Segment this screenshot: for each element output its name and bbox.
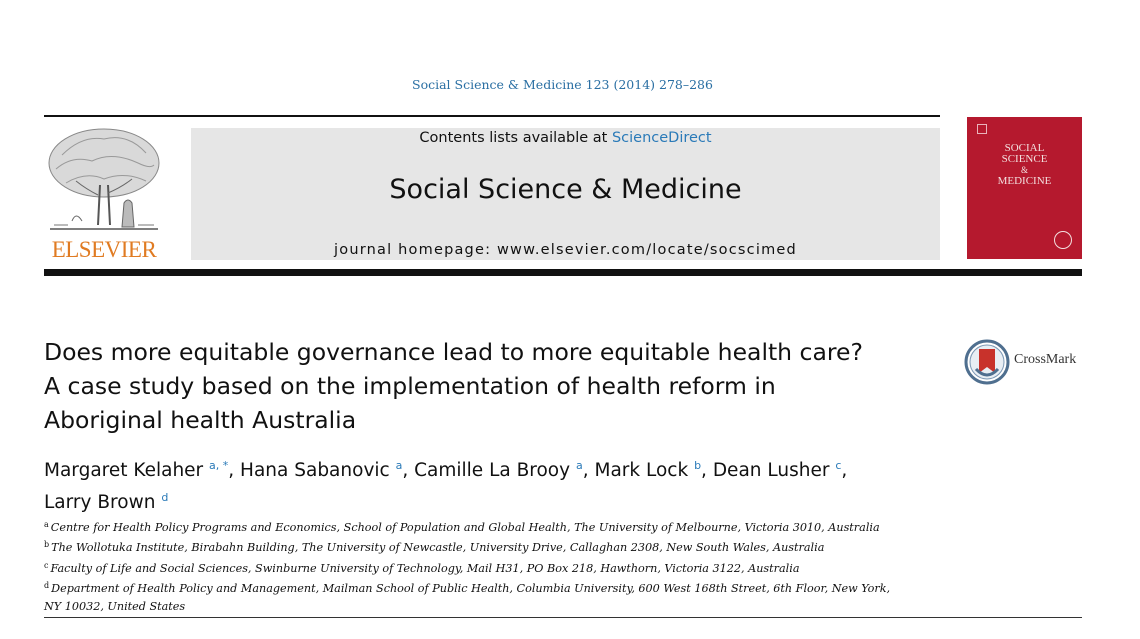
crossmark-icon [964, 339, 1010, 385]
journal-title: Social Science & Medicine [389, 174, 742, 205]
affiliation-text: The Wollotuka Institute, Birabahn Building, The University of Newcastle, University Drive, Callaghan 2308, New South Wales, Australia [51, 541, 825, 555]
title-line: Aboriginal health Australia [44, 406, 357, 434]
affiliation-mark[interactable]: a [575, 459, 583, 472]
cover-title-line: MEDICINE [997, 175, 1052, 187]
section-rule [44, 617, 1082, 618]
crossmark-label: CrossMark [1014, 352, 1077, 367]
article-title [44, 335, 944, 437]
author-list [44, 452, 944, 516]
affiliation-text: Department of Health Policy and Management, Mailman School of Public Health, Columbia University, 600 West 168th Street, 6th Floor, New York, [51, 582, 891, 596]
affiliation-label: b [44, 540, 50, 550]
crossmark-button[interactable] [964, 337, 1084, 387]
title-line: Does more equitable governance lead to more equitable health care? [44, 338, 863, 366]
affiliation [44, 516, 944, 536]
affiliation-mark[interactable]: d [161, 491, 169, 504]
cover-seal-icon [1054, 231, 1072, 249]
elsevier-logo [42, 125, 166, 263]
header-top-rule [44, 115, 940, 117]
affiliation-label: a [44, 520, 49, 529]
affiliation [44, 577, 944, 597]
affiliation-text: Centre for Health Policy Programs and Economics, School of Population and Global Health, The University of Melbourne, Victoria 3010, Australia [50, 521, 880, 534]
author-name[interactable]: Camille La Brooy [414, 460, 571, 481]
author-line [44, 484, 944, 516]
journal-masthead [191, 128, 940, 260]
title-line: A case study based on the implementation of health reform in [44, 372, 776, 400]
cover-title-line: & [1020, 165, 1028, 175]
journal-citation[interactable]: Social Science & Medicine 123 (2014) 278–286 [412, 77, 713, 92]
affiliation-list [44, 516, 944, 615]
elsevier-wordmark: ELSEVIER [51, 237, 157, 262]
sciencedirect-link[interactable]: ScienceDirect [611, 130, 712, 146]
cover-corner-mark [977, 124, 987, 134]
author-line: Margaret Kelaher $^{a, *}$, Hana Sabanovic $^a$, Camille La Brooy $^a$, Mark Lock $^b$, Dean Lusher $^c$, [44, 459, 848, 481]
author-name[interactable]: Dean Lusher [712, 460, 830, 481]
author-name[interactable]: Margaret Kelaher [44, 460, 204, 481]
cover-title [967, 143, 1082, 187]
affiliation-label: d [44, 581, 50, 591]
affiliation-mark[interactable]: c [835, 459, 842, 472]
affiliation-text: Faculty of Life and Social Sciences, Swinburne University of Technology, Mail H31, PO Box 218, Hawthorn, Victoria 3122, Australia [50, 561, 800, 575]
tree-logo-icon [42, 125, 166, 237]
author-name[interactable]: Mark Lock [594, 460, 689, 481]
affiliation-mark[interactable]: a, * [209, 459, 229, 472]
cover-title-line: SOCIAL [1004, 142, 1045, 154]
contents-line [191, 130, 940, 146]
author-name[interactable]: Larry Brown [44, 492, 156, 513]
cover-title-line: SCIENCE [1001, 153, 1048, 165]
affiliation-label: c [44, 560, 49, 570]
affiliation-text: NY 10032, United States [44, 599, 186, 613]
affiliation [44, 557, 944, 577]
header-bottom-rule [44, 269, 1082, 276]
affiliation-mark[interactable]: b [694, 459, 702, 472]
journal-cover[interactable] [967, 117, 1082, 259]
affiliation [44, 536, 944, 556]
contents-prefix: Contents lists available at [419, 130, 612, 146]
author-name[interactable]: Hana Sabanovic [240, 460, 390, 481]
journal-homepage[interactable]: journal homepage: www.elsevier.com/locate/socscimed [334, 242, 797, 258]
affiliation [44, 598, 944, 615]
affiliation-mark[interactable]: a [395, 459, 403, 472]
